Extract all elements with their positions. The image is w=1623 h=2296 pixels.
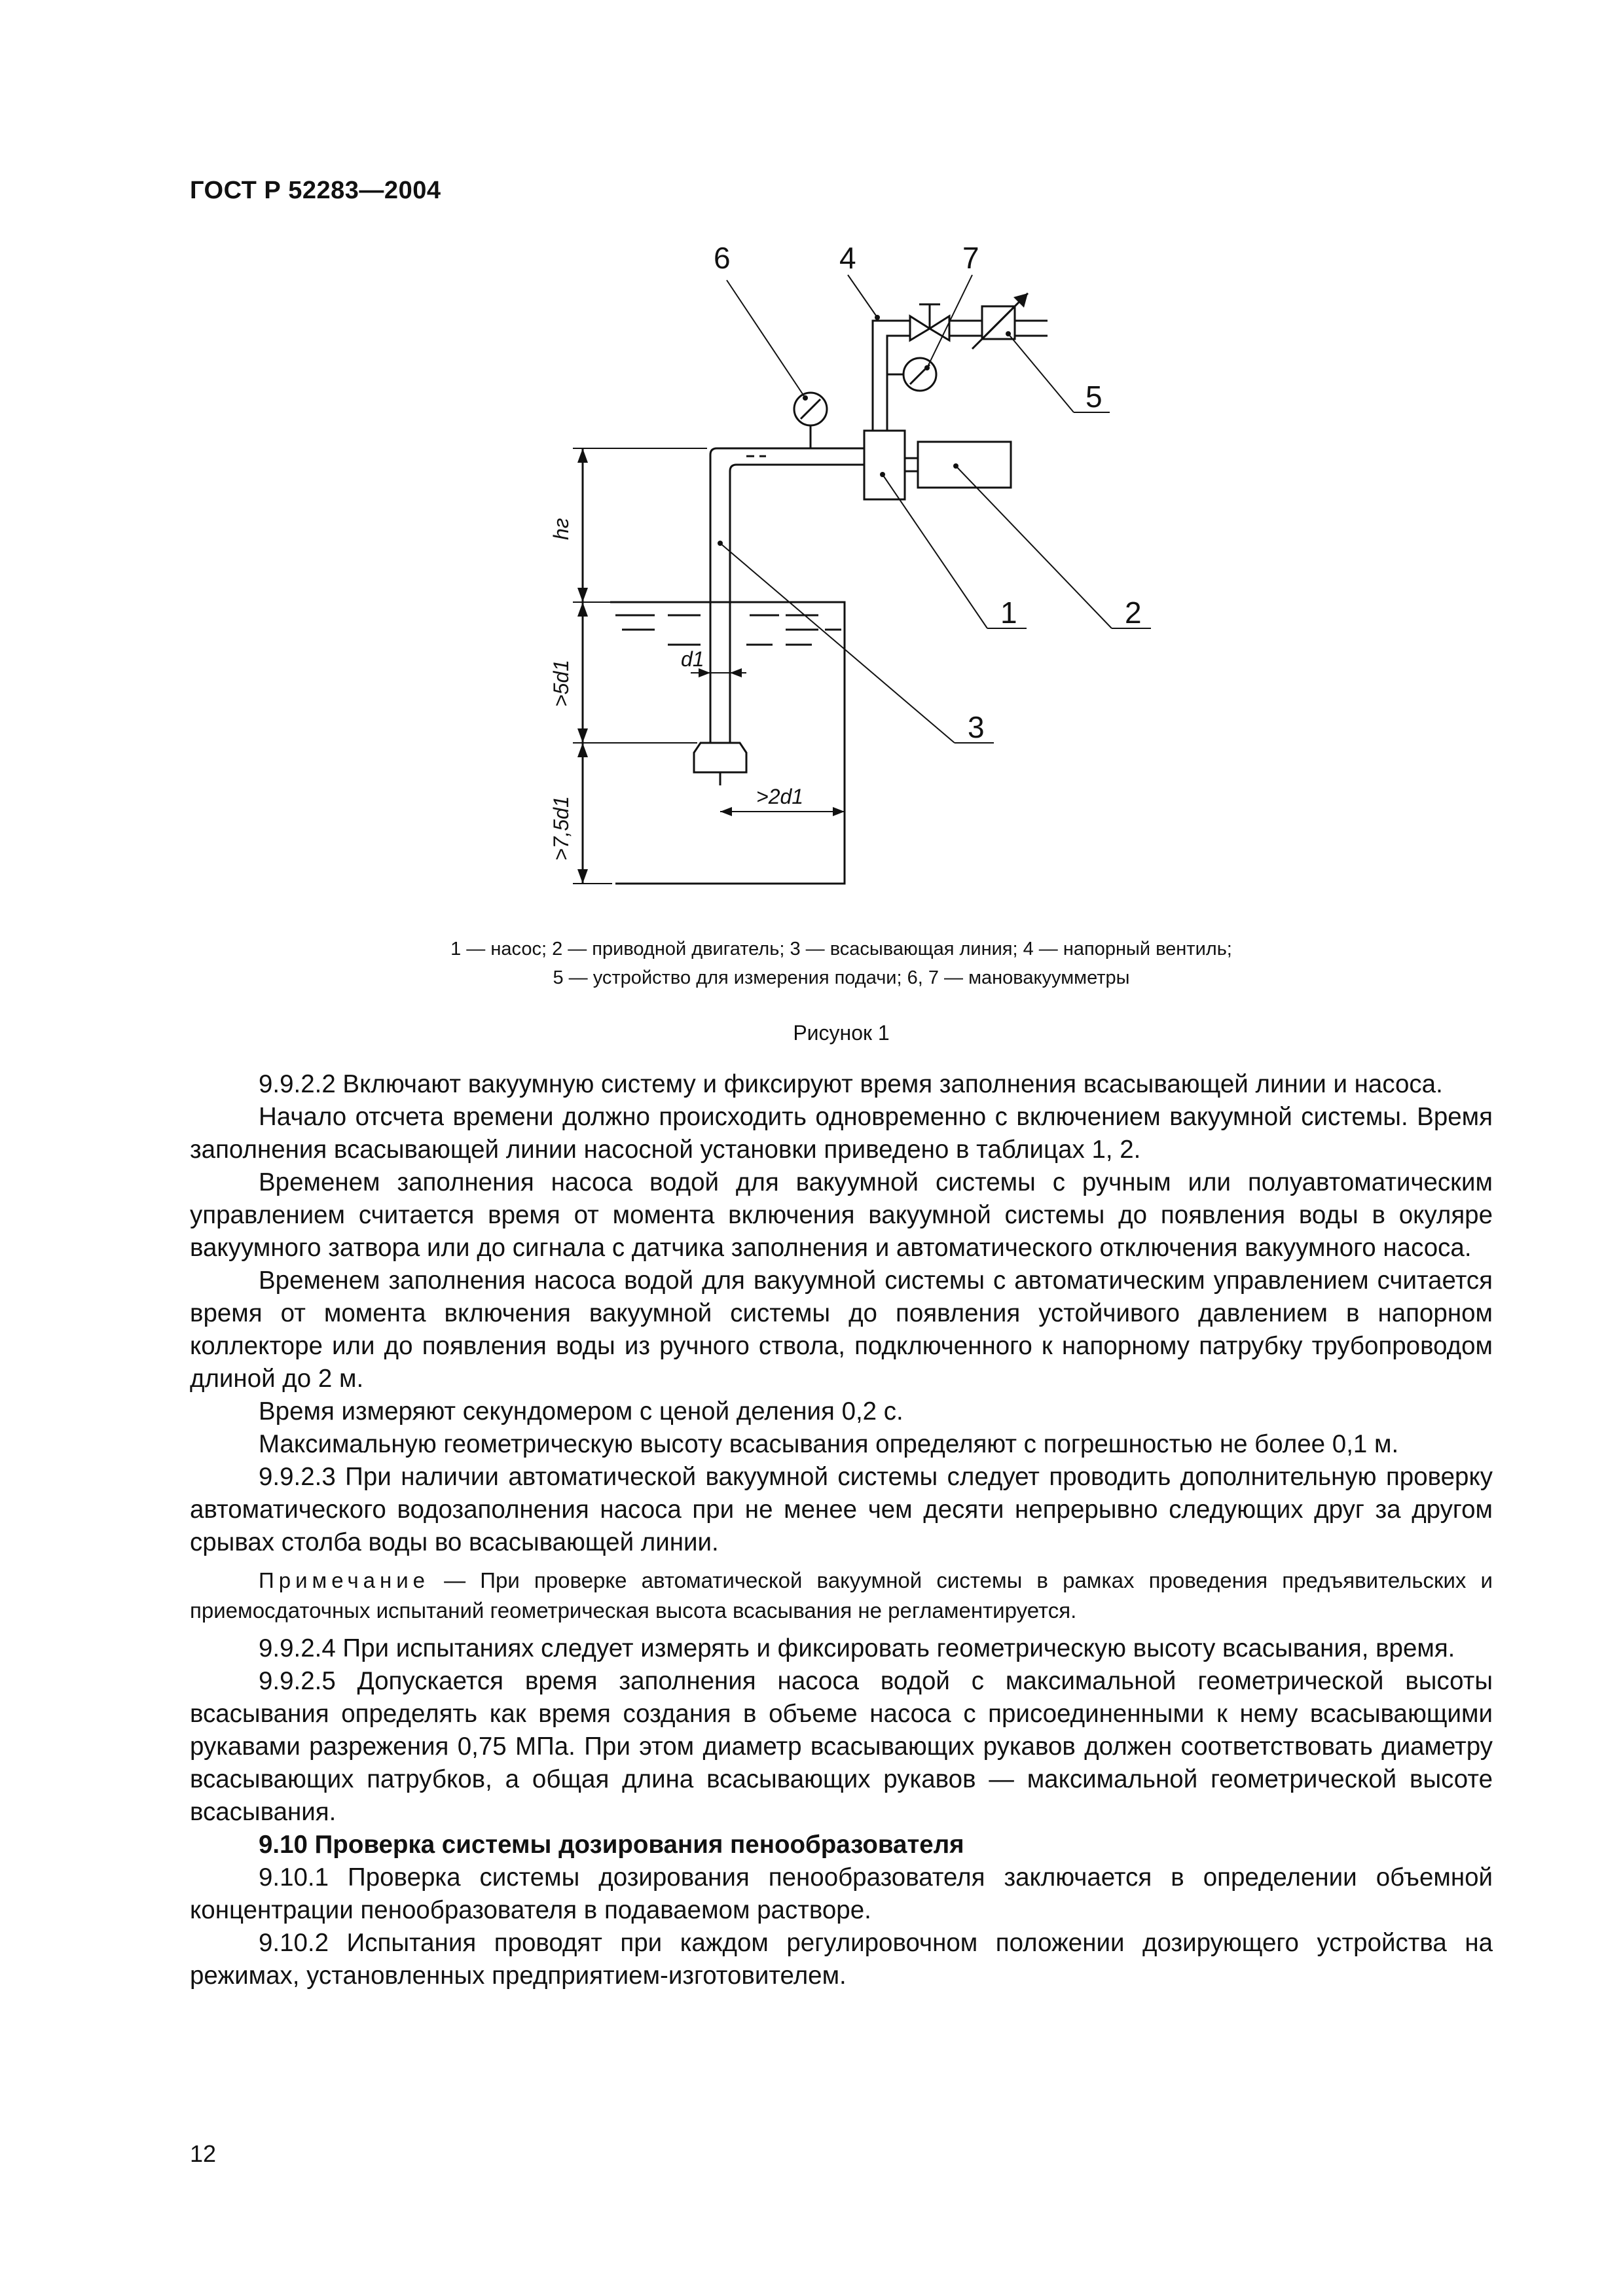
callout-3: 3 [968, 710, 985, 744]
paragraph: Время измеряют секундомером с ценой деления 0,2 с. [259, 1397, 903, 1426]
subsection-heading: 9.10 Проверка системы дозирования пенообразователя [259, 1831, 964, 1859]
callout-4: 4 [839, 241, 856, 275]
paragraph: 9.10.1 Проверка системы дозирования пенообразователя заключается в определении объемной концентрации пенообразователя в подаваемом растворе. [190, 1863, 1493, 1924]
dim-label-hg: hг [549, 518, 573, 540]
document-header: ГОСТ Р 52283—2004 [190, 177, 441, 204]
leader-5 [1008, 334, 1074, 412]
paragraph: 9.9.2.5 Допускается время заполнения насоса водой с максимальной геометрической высоты всасывания определять как время создания в объеме насоса с присоединенными к нему всасывающими рукавами разрежения 0,75 МПа. При этом диаметр всасывающих рукавов должен соответствовать диаметру всасывающих патрубков, а общая длина всасывающих рукавов — максимальной геометрической высоте всасывания. [190, 1667, 1493, 1826]
body-text [190, 1068, 1493, 1992]
strainer [694, 743, 746, 772]
leader-6 [727, 280, 805, 398]
paragraph: 9.9.2.4 При испытаниях следует измерять и фиксировать геометрическую высоту всасывания, время. [259, 1634, 1455, 1662]
callout-6: 6 [714, 241, 731, 275]
page-number: 12 [190, 2140, 217, 2167]
water-surface [610, 602, 841, 645]
paragraph: Начало отсчета времени должно происходить одновременно с включением вакуумной системы. Время заполнения всасывающей линии насосной установки приведено в таблицах 1, 2. [190, 1103, 1493, 1164]
note-label: Примечание [259, 1568, 430, 1592]
callout-5: 5 [1085, 380, 1103, 414]
callout-7: 7 [962, 241, 979, 275]
leader-2 [956, 466, 1112, 628]
dim-label-2d1: >2d1 [756, 785, 804, 808]
callout-2: 2 [1125, 596, 1142, 630]
dim-label-7-5d1: >7,5d1 [549, 796, 573, 861]
figure-caption: Рисунок 1 [793, 1021, 890, 1045]
paragraph: Максимальную геометрическую высоту всасывания определяют с погрешностью не более 0,1 м. [259, 1430, 1399, 1458]
paragraph: 9.9.2.2 Включают вакуумную систему и фиксируют время заполнения всасывающей линии и насоса. [259, 1070, 1443, 1098]
callout-1: 1 [1000, 596, 1017, 630]
dim-label-d1: d1 [681, 647, 704, 671]
paragraph: 9.9.2.3 При наличии автоматической вакуумной системы следует проводить дополнительную проверку автоматического водозаполнения насоса при не менее чем десяти непрерывно следующих друг за другом срывах столба воды во всасывающей линии. [190, 1463, 1493, 1556]
pump-test-diagram [458, 223, 1244, 910]
suction-line [710, 455, 730, 743]
figure-legend-line-2: 5 — устройство для измерения подачи; 6, 7 — мановакуумметры [553, 967, 1130, 988]
leader-4 [848, 275, 877, 317]
leader-1 [883, 475, 987, 628]
paragraph: Временем заполнения насоса водой для вакуумной системы с автоматическим управлением считается время от момента включения вакуумной системы до появления устойчивого давлением в напорном коллекторе или до появления воды из ручного ствола, подключенного к напорному патрубку трубопроводом длиной до 2 м. [190, 1266, 1493, 1393]
paragraph: Временем заполнения насоса водой для вакуумной системы с ручным или полуавтоматическим управлением считается время от момента включения вакуумной системы до появления воды в окуляре вакуумного затвора или до сигнала с датчика заполнения и автоматического отключения вакуумного насоса. [190, 1168, 1493, 1262]
note-text: — При проверке автоматической вакуумной системы в рамках проведения предъявительских и приемосдаточных испытаний геометрическая высота всасывания не регламентируется. [190, 1568, 1493, 1623]
pump [864, 431, 905, 499]
leader-3 [720, 543, 955, 743]
figure-legend-line-1: 1 — насос; 2 — приводной двигатель; 3 — всасывающая линия; 4 — напорный вентиль; [450, 939, 1232, 960]
paragraph: 9.10.2 Испытания проводят при каждом регулировочном положении дозирующего устройства на режимах, установленных предприятием-изготовителем. [190, 1929, 1493, 1990]
dim-label-5d1: >5d1 [549, 659, 573, 707]
motor [918, 442, 1011, 488]
note [190, 1566, 1493, 1626]
